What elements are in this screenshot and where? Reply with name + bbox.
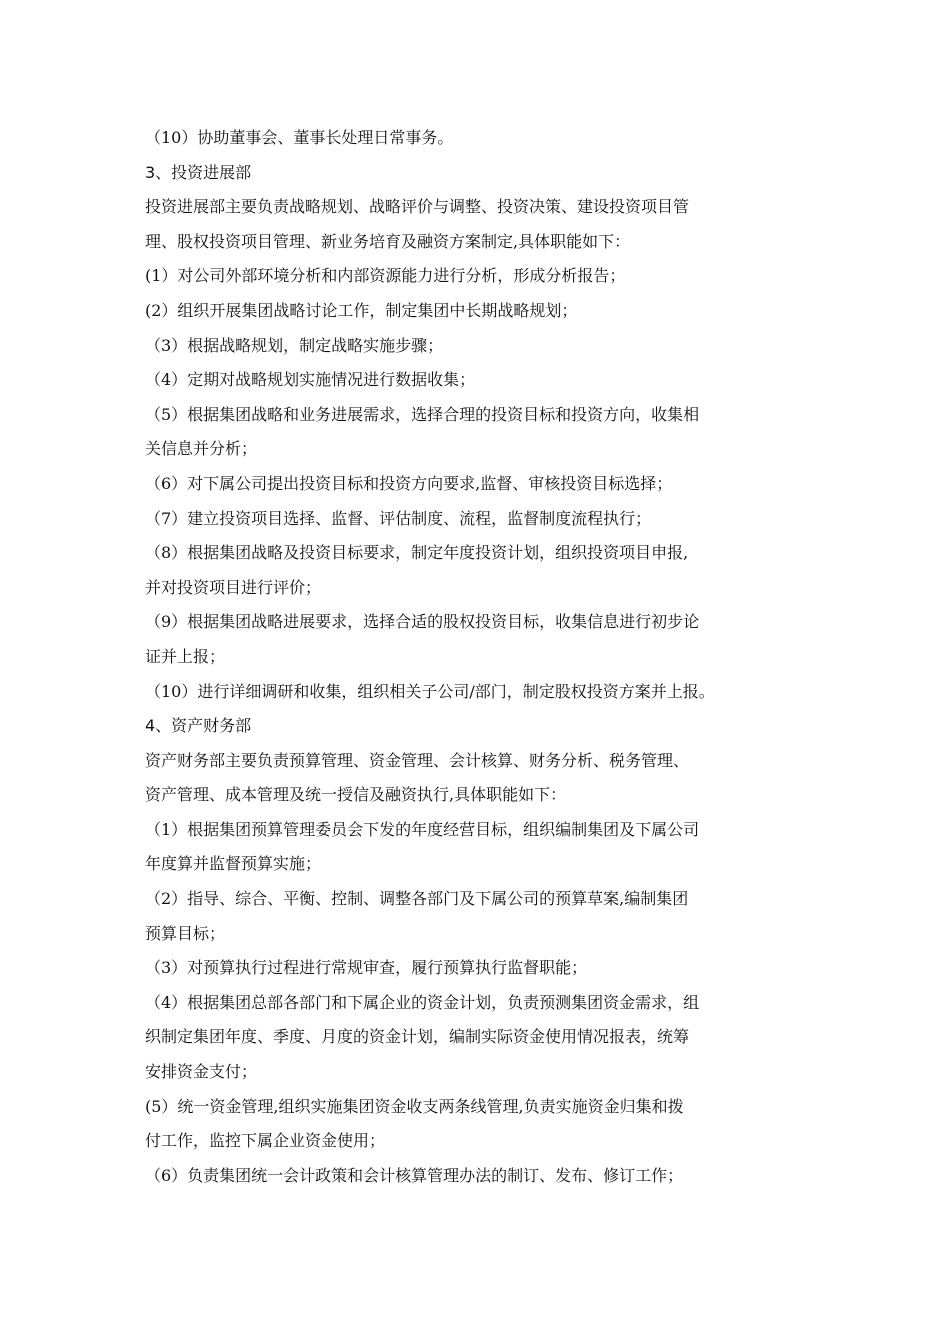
list-item: (2）组织开展集团战略讨论工作，制定集团中长期战略规划； — [145, 300, 578, 320]
list-item: （3）对预算执行过程进行常规审查，履行预算执行监督职能； — [145, 958, 588, 978]
list-item: （8）根据集团战略及投资目标要求，制定年度投资计划，组织投资项目申报, — [145, 543, 689, 563]
paragraph-line: 投资进展部主要负责战略规划、战略评价与调整、投资决策、建设投资项目管 — [145, 197, 690, 217]
section-heading-investment: 3、投资进展部 — [145, 162, 252, 182]
list-item: （4）定期对战略规划实施情况进行数据收集； — [145, 370, 476, 390]
list-item-continued: 付工作，监控下属企业资金使用； — [145, 1131, 386, 1151]
paragraph-line: （10）协助董事会、董事长处理日常事务。 — [145, 128, 454, 147]
list-item-continued: 年度算并监督预算实施； — [145, 854, 322, 874]
paragraph-line: 资产管理、成本管理及统一授信及融资执行,具体职能如下： — [145, 785, 567, 805]
list-item: （5）根据集团战略和业务进展需求，选择合理的投资目标和投资方向，收集相 — [145, 404, 700, 424]
list-item: （9）根据集团战略进展要求，选择合适的股权投资目标，收集信息进行初步论 — [145, 612, 700, 632]
list-item: （6）负责集团统一会计政策和会计核算管理办法的制订、发布、修订工作； — [145, 1165, 684, 1185]
list-item-continued: 预算目标； — [145, 923, 226, 943]
list-item: （7）建立投资项目选择、监督、评估制度、流程，监督制度流程执行； — [145, 508, 652, 528]
list-item: （2）指导、综合、平衡、控制、调整各部门及下属公司的预算草案,编制集团 — [145, 889, 689, 909]
list-item-continued: 证并上报； — [145, 646, 226, 666]
list-item: （3）根据战略规划，制定战略实施步骤； — [145, 335, 444, 355]
section-heading-finance: 4、资产财务部 — [145, 716, 252, 736]
document-page — [145, 121, 825, 1193]
list-item-continued: 关信息并分析； — [145, 439, 258, 459]
list-item-continued: 并对投资项目进行评价； — [145, 577, 322, 597]
list-item-continued: 织制定集团年度、季度、月度的资金计划，编制实际资金使用情况报表，统筹 — [145, 1027, 690, 1047]
list-item: (5）统一资金管理,组织实施集团资金收支两条线管理,负责实施资金归集和拨 — [145, 1096, 684, 1116]
list-item: (1）对公司外部环境分析和内部资源能力进行分析，形成分析报告； — [145, 266, 626, 286]
list-item: （4）根据集团总部各部门和下属企业的资金计划，负责预测集团资金需求，组 — [145, 992, 700, 1012]
list-item: （6）对下属公司提出投资目标和投资方向要求,监督、审核投资目标选择； — [145, 473, 673, 493]
paragraph-line: 资产财务部主要负责预算管理、资金管理、会计核算、财务分析、税务管理、 — [145, 750, 690, 770]
paragraph-line: 理、股权投资项目管理、新业务培育及融资方案制定,具体职能如下： — [145, 231, 631, 251]
list-item-continued: 安排资金支付； — [145, 1062, 258, 1082]
list-item: （1）根据集团预算管理委员会下发的年度经营目标，组织编制集团及下属公司 — [145, 819, 700, 839]
list-item: （10）进行详细调研和收集，组织相关子公司/部门，制定股权投资方案并上报。 — [145, 681, 715, 701]
